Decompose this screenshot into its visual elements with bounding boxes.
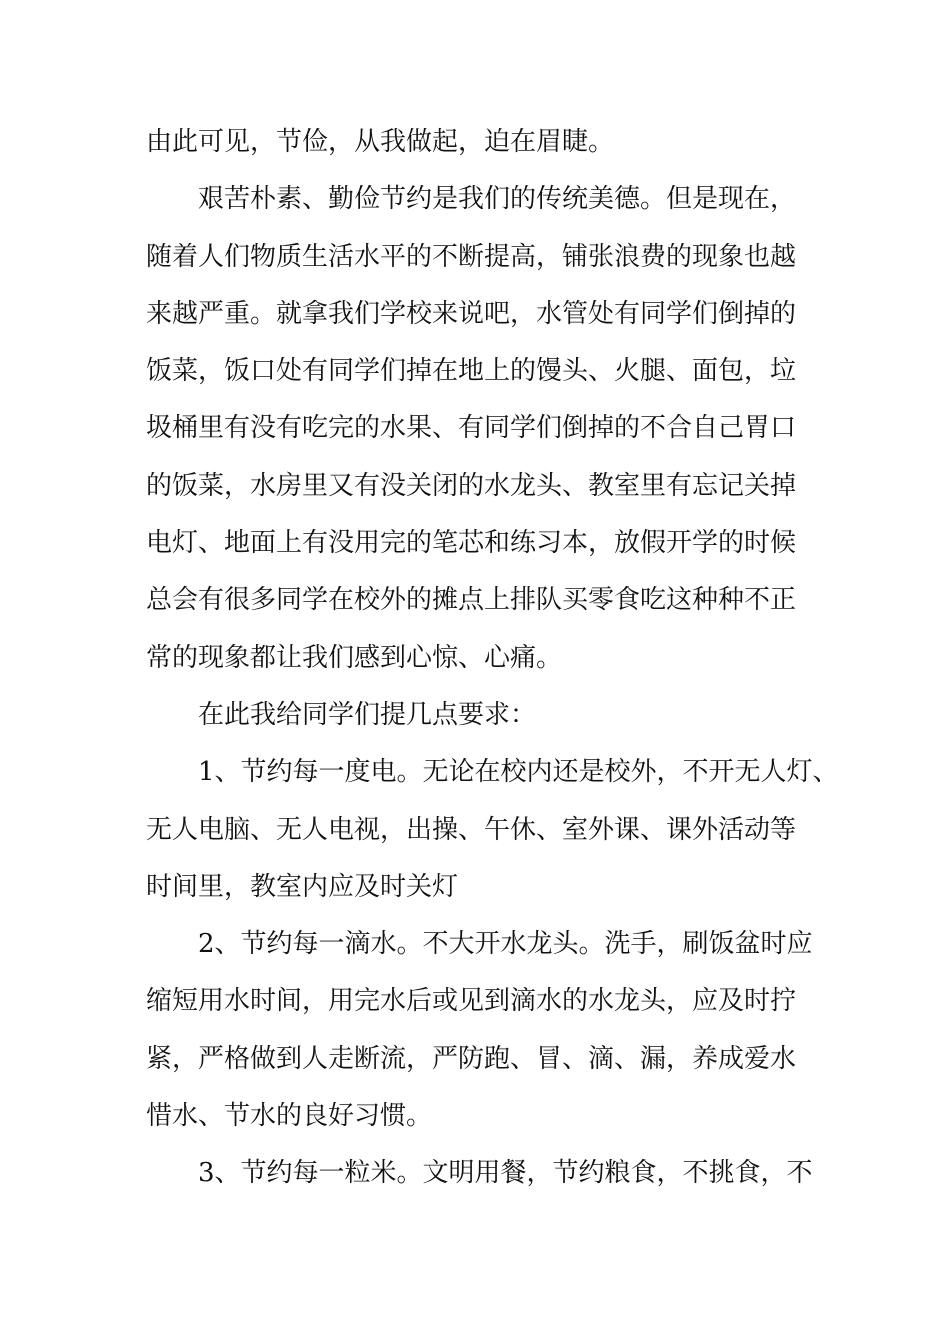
requirement-1-line: 1、节约每一度电。无论在校内还是校外，不开无人灯、 (198, 757, 839, 788)
requirement-2-line: 惜水、节水的良好习惯。 (146, 1101, 433, 1132)
paragraph-line: 饭菜，饭口处有同学们掉在地上的馒头、火腿、面包，垃 (146, 356, 797, 387)
body-text (146, 114, 839, 1203)
requirement-3-line: 3、节约每一粒米。文明用餐，节约粮食，不挑食，不 (198, 1158, 813, 1189)
requirement-2-line: 2、节约每一滴水。不大开水龙头。洗手，刷饭盆时应 (198, 929, 813, 960)
requirement-2-line: 缩短用水时间，用完水后或见到滴水的水龙头，应及时拧 (146, 986, 797, 1017)
paragraph-line: 常的现象都让我们感到心惊、心痛。 (146, 642, 563, 673)
requirement-2-line: 紧，严格做到人走断流，严防跑、冒、滴、漏，养成爱水 (146, 1043, 797, 1074)
requirements-intro: 在此我给同学们提几点要求： (198, 699, 537, 730)
paragraph-line: 圾桶里有没有吃完的水果、有同学们倒掉的不合自己胃口 (146, 413, 797, 444)
requirement-1-line: 无人电脑、无人电视，出操、午休、室外课、课外活动等 (146, 814, 797, 845)
paragraph-line: 艰苦朴素、勤俭节约是我们的传统美德。但是现在， (198, 184, 797, 215)
requirement-1-line: 时间里，教室内应及时关灯 (146, 871, 459, 902)
paragraph-line: 总会有很多同学在校外的摊点上排队买零食吃这种种不正 (146, 585, 797, 616)
paragraph-line: 随着人们物质生活水平的不断提高，铺张浪费的现象也越 (146, 241, 797, 272)
paragraph-line: 电灯、地面上有没用完的笔芯和练习本，放假开学的时候 (146, 528, 797, 559)
paragraph-line: 的饭菜，水房里又有没关闭的水龙头、教室里有忘记关掉 (146, 470, 797, 501)
paragraph-line: 来越严重。就拿我们学校来说吧，水管处有同学们倒掉的 (146, 298, 797, 329)
text-line-conclusion: 由此可见，节俭，从我做起，迫在眉睫。 (146, 127, 615, 157)
